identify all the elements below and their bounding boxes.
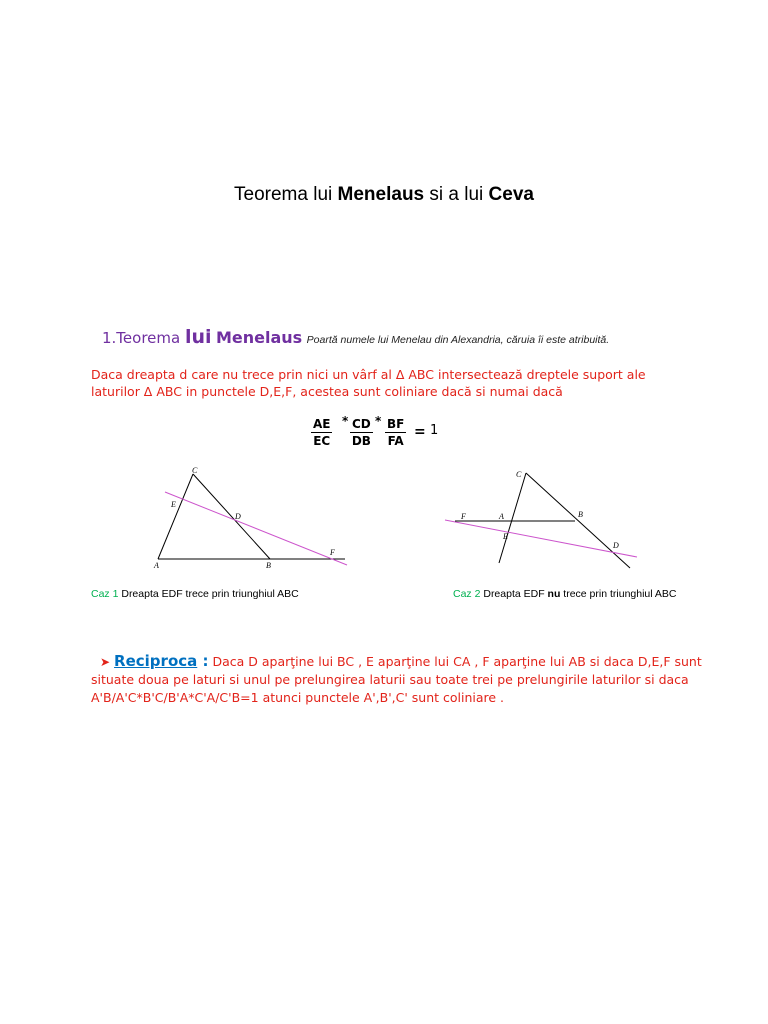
line-edf — [165, 492, 347, 565]
label-e: E — [503, 532, 508, 541]
label-a: A — [154, 561, 159, 570]
multiply-sign: * — [342, 414, 349, 428]
line-edf — [445, 520, 637, 557]
page-title — [0, 184, 768, 206]
fraction-numerator: BF — [387, 417, 405, 431]
fraction-denominator: DB — [351, 434, 371, 448]
reciproca-paragraph — [91, 652, 703, 707]
fraction-cd-db — [350, 417, 373, 448]
caption2-case: Caz 2 — [453, 588, 481, 600]
section1-number: 1.Teorema — [102, 329, 185, 347]
equals-sign: = — [414, 424, 426, 440]
reciproca-title: Reciproca — [114, 652, 198, 670]
label-c: C — [192, 466, 198, 475]
caption2-text-a: Dreapta EDF — [480, 588, 548, 600]
label-d: D — [235, 512, 241, 521]
label-b: B — [266, 561, 271, 570]
theorem-statement: Daca dreapta d care nu trece prin nici un vârf al Δ ABC intersectează dreptele suport ale laturilor Δ ABC in punctele D,E,F, acestea sunt coliniare dacă si numai dacă — [91, 367, 646, 399]
label-e: E — [171, 500, 176, 509]
side-cb — [193, 474, 270, 559]
title-pre: Teorema lui — [234, 184, 338, 205]
fraction-denominator: EC — [313, 434, 331, 448]
fraction-numerator: CD — [352, 417, 371, 431]
title-ceva: Ceva — [488, 184, 534, 205]
section1-heading — [102, 326, 609, 348]
label-f: F — [461, 512, 466, 521]
formula-rhs: 1 — [430, 423, 439, 438]
label-d: D — [613, 541, 619, 550]
label-b: B — [578, 510, 583, 519]
caption2-text-b: trece prin triunghiul ABC — [560, 588, 677, 600]
caption-case2 — [453, 588, 677, 600]
fraction-bf-fa — [385, 417, 406, 448]
section1-name: Menelaus — [215, 328, 303, 347]
label-f: F — [330, 548, 335, 557]
fraction-ae-ec — [311, 417, 332, 448]
caption2-text-bold: nu — [547, 588, 561, 600]
label-a: A — [499, 512, 504, 521]
side-ac — [158, 474, 193, 559]
caption1-case: Caz 1 — [91, 588, 119, 600]
fraction-denominator: FA — [387, 434, 404, 448]
fraction-numerator: AE — [313, 417, 331, 431]
section1-lui: lui — [184, 326, 212, 348]
multiply-sign: * — [375, 414, 382, 428]
reciproca-text: Daca D aparţine lui BC , E aparţine lui CA , F aparţine lui AB si daca D,E,F sunt situate doua pe laturi si unul pe prelungirea laturii sau toate trei pe prelungirile laturilor si daca A'B/A'C*B'C/B'A*C'A/C'B=1 atunci punctele A',B',C' sunt coliniare . — [91, 654, 702, 705]
caption1-text: Dreapta EDF trece prin triunghiul ABC — [118, 588, 299, 600]
title-menelaus: Menelaus — [337, 184, 425, 205]
section1-note: Poartă numele lui Menelau din Alexandria, căruia îi este atribuită. — [306, 334, 610, 346]
reciproca-colon: : — [197, 652, 209, 670]
figure-case1 — [140, 462, 360, 574]
figure-case2 — [440, 464, 645, 574]
title-mid: si a lui — [424, 184, 489, 205]
arrow-bullet-icon: ➤ — [100, 655, 111, 669]
caption-case1 — [91, 588, 299, 600]
label-c: C — [516, 470, 522, 479]
